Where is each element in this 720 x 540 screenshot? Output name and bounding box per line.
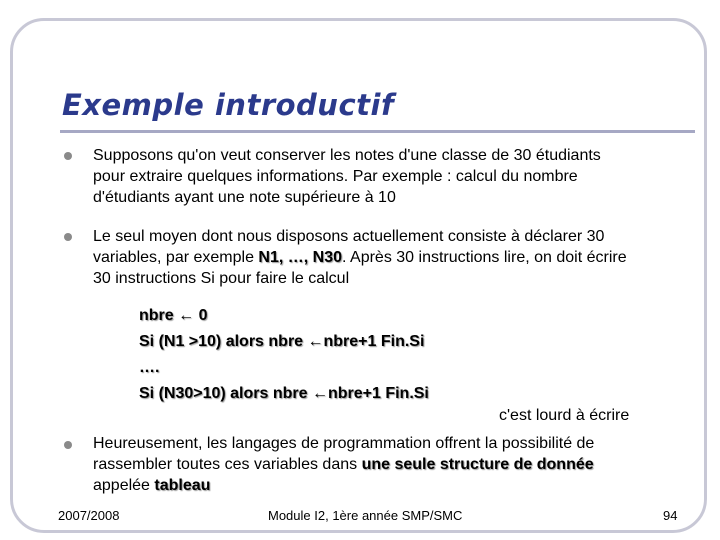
bullet-3-line [93,475,705,496]
bullet-1-line: Supposons qu'on veut conserver les notes d'une classe de 30 étudiants [93,147,601,164]
bullet-icon [64,441,72,449]
bullet-3-line [93,454,705,475]
code-block [139,303,429,407]
text-run: . Après 30 instructions lire, on doit écrire [342,249,627,266]
code-line: Si (N30>10) alors nbre ←nbre+1 Fin.Si [139,385,429,402]
bullet-3-line: Heureusement, les langages de programmation offrent la possibilité de [93,435,595,452]
code-line: nbre ← 0 [139,307,208,324]
bullet-2-line [93,247,705,268]
bullet-1 [93,145,705,208]
footer-page-number: 94 [663,508,678,523]
code-line: …. [139,359,160,376]
emphasis-text: une seule structure de donnée [361,456,594,473]
slide-title: Exemple introductif [62,88,395,122]
bullet-2-line: Le seul moyen dont nous disposons actuellement consiste à déclarer 30 [93,228,605,245]
bullet-2 [93,226,705,289]
text-run: rassembler toutes ces variables dans [93,456,362,473]
bullet-icon [64,152,72,160]
bullet-2-line: 30 instructions Si pour faire le calcul [93,270,350,287]
emphasis-text: N1, …, N30 [258,249,343,266]
code-line: Si (N1 >10) alors nbre ←nbre+1 Fin.Si [139,333,425,350]
bullet-icon [64,233,72,241]
remark-text: c'est lourd à écrire [499,407,630,424]
bullet-3 [93,433,705,496]
emphasis-text: tableau [154,477,211,494]
footer-course: Module I2, 1ère année SMP/SMC [268,508,463,523]
bullet-1-line: pour extraire quelques informations. Par exemple : calcul du nombre [93,168,578,185]
text-run: appelée [93,477,155,494]
title-underline [60,130,695,133]
bullet-1-line: d'étudiants ayant une note supérieure à 10 [93,189,396,206]
footer-date: 2007/2008 [58,508,120,523]
text-run: variables, par exemple [93,249,259,266]
